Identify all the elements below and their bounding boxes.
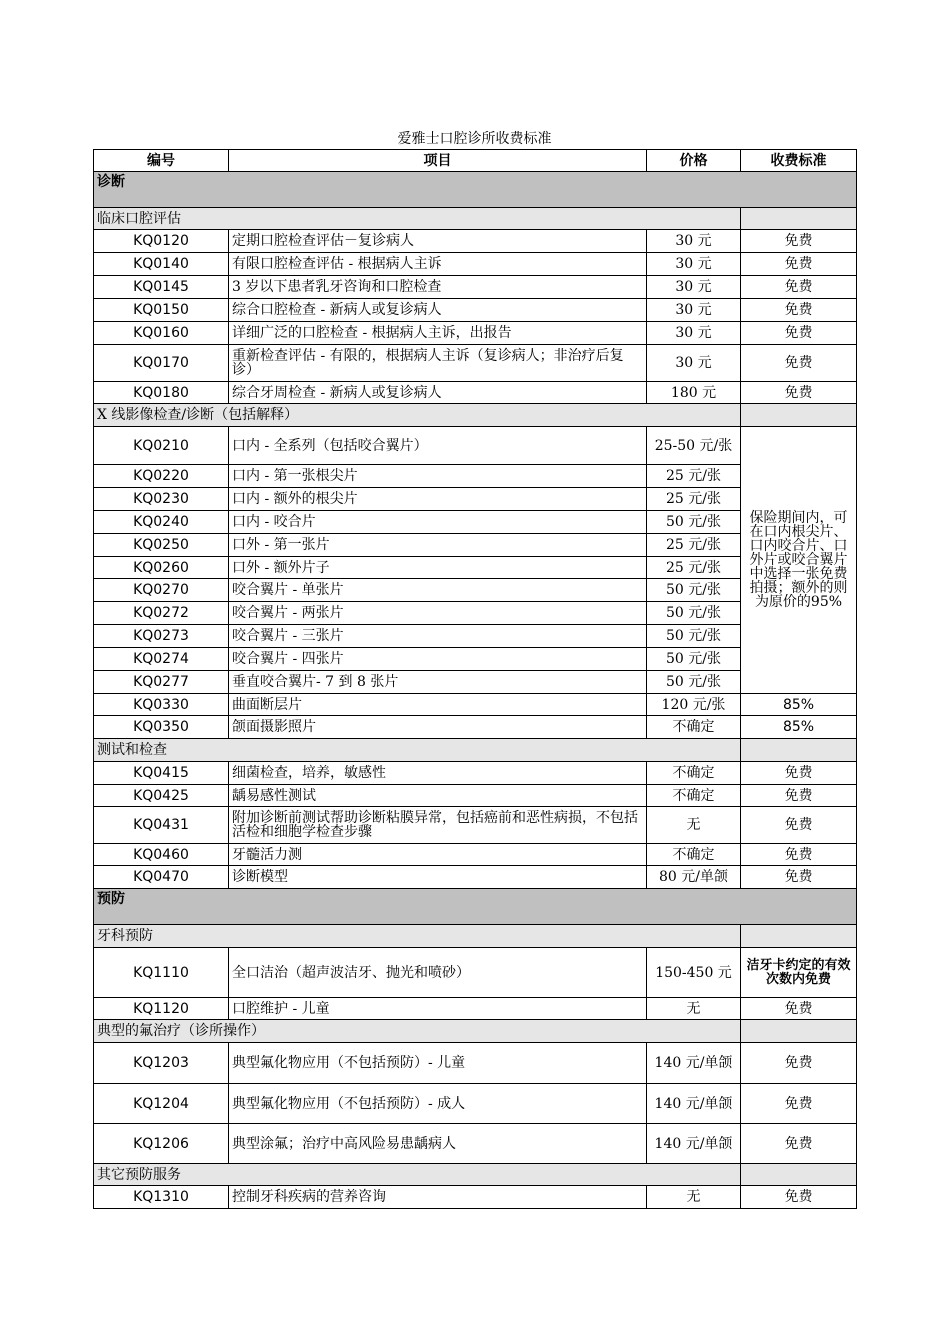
- row-code: KQ1203: [94, 1043, 229, 1084]
- header-price: 价格: [647, 150, 741, 172]
- row-item: 咬合翼片 - 两张片: [229, 602, 647, 625]
- row-price: 50 元/张: [647, 671, 741, 694]
- table-row: [94, 785, 857, 807]
- row-item: 典型氟化物应用（不包括预防）- 成人: [229, 1084, 647, 1124]
- subsection-label: 牙科预防: [94, 925, 741, 948]
- row-price: 30 元: [647, 322, 741, 345]
- row-standard: 免费: [741, 299, 857, 322]
- subsection-clinical: [94, 208, 857, 230]
- row-code: KQ0273: [94, 625, 229, 648]
- table-row: [94, 253, 857, 276]
- row-code: KQ0415: [94, 762, 229, 785]
- row-price: 无: [647, 998, 741, 1020]
- row-standard: 免费: [741, 253, 857, 276]
- row-item: 垂直咬合翼片- 7 到 8 张片: [229, 671, 647, 694]
- subsection-label: 典型的氟治疗（诊所操作）: [94, 1020, 741, 1043]
- row-code: KQ0180: [94, 382, 229, 404]
- row-item: 口内 - 第一张根尖片: [229, 465, 647, 488]
- row-price: 不确定: [647, 844, 741, 866]
- row-standard: 85%: [741, 716, 857, 739]
- row-standard: 免费: [741, 866, 857, 889]
- row-price: 不确定: [647, 762, 741, 785]
- row-item: 典型涂氟；治疗中高风险易患龋病人: [229, 1124, 647, 1164]
- row-standard: 免费: [741, 382, 857, 404]
- row-item: 重新检查评估 - 有限的，根据病人主诉（复诊病人；非治疗后复诊）: [229, 345, 647, 382]
- table-row: [94, 345, 857, 382]
- row-code: KQ0270: [94, 579, 229, 602]
- page-title: 爱雅士口腔诊所收费标准: [397, 131, 552, 147]
- row-code: KQ0220: [94, 465, 229, 488]
- row-code: KQ0145: [94, 276, 229, 299]
- row-code: KQ1120: [94, 998, 229, 1020]
- row-code: KQ1110: [94, 948, 229, 998]
- row-item: 口外 - 第一张片: [229, 534, 647, 557]
- table-row: [94, 807, 857, 844]
- row-price: 30 元: [647, 253, 741, 276]
- row-price: 140 元/单颌: [647, 1084, 741, 1124]
- section-diagnosis: [94, 172, 857, 208]
- table-row: [94, 866, 857, 889]
- table-row: [94, 299, 857, 322]
- row-item: 控制牙科疾病的营养咨询: [229, 1186, 647, 1209]
- row-item: 颌面摄影照片: [229, 716, 647, 739]
- table-row: [94, 276, 857, 299]
- table-row: [94, 322, 857, 345]
- row-price: 25 元/张: [647, 557, 741, 579]
- table-row: [94, 716, 857, 739]
- row-item: 口内 - 咬合片: [229, 511, 647, 534]
- row-standard: 免费: [741, 276, 857, 299]
- row-item: 咬合翼片 - 三张片: [229, 625, 647, 648]
- row-code: KQ0277: [94, 671, 229, 694]
- row-standard: 免费: [741, 1084, 857, 1124]
- row-code: KQ0330: [94, 694, 229, 716]
- row-item: 咬合翼片 - 单张片: [229, 579, 647, 602]
- subsection-xray: [94, 404, 857, 427]
- row-price: 120 元/张: [647, 694, 741, 716]
- row-code: KQ0150: [94, 299, 229, 322]
- table-row: [94, 844, 857, 866]
- row-price: 30 元: [647, 276, 741, 299]
- row-standard: 免费: [741, 762, 857, 785]
- row-code: KQ0350: [94, 716, 229, 739]
- subsection-label: 测试和检查: [94, 739, 741, 762]
- row-code: KQ1310: [94, 1186, 229, 1209]
- row-item: 龋易感性测试: [229, 785, 647, 807]
- row-code: KQ0210: [94, 427, 229, 465]
- row-price: 50 元/张: [647, 511, 741, 534]
- table-row: [94, 1084, 857, 1124]
- row-code: KQ1206: [94, 1124, 229, 1164]
- row-price: 50 元/张: [647, 625, 741, 648]
- subsection-other: [94, 1164, 857, 1186]
- row-code: KQ0470: [94, 866, 229, 889]
- header-code: 编号: [94, 150, 229, 172]
- section-label: 诊断: [94, 172, 857, 208]
- subsection-tests: [94, 739, 857, 762]
- row-price: 25-50 元/张: [647, 427, 741, 465]
- row-item: 诊断模型: [229, 866, 647, 889]
- subsection-label: X 线影像检查/诊断（包括解释）: [94, 404, 741, 427]
- row-price: 25 元/张: [647, 465, 741, 488]
- row-price: 无: [647, 1186, 741, 1209]
- row-code: KQ0272: [94, 602, 229, 625]
- row-item: 咬合翼片 - 四张片: [229, 648, 647, 671]
- subsection-fluoride: [94, 1020, 857, 1043]
- row-price: 不确定: [647, 785, 741, 807]
- row-item: 口外 - 额外片子: [229, 557, 647, 579]
- row-price: 180 元: [647, 382, 741, 404]
- row-item: 有限口腔检查评估 - 根据病人主诉: [229, 253, 647, 276]
- row-price: 25 元/张: [647, 534, 741, 557]
- table-row: [94, 1043, 857, 1084]
- row-standard: 免费: [741, 230, 857, 253]
- row-price: 25 元/张: [647, 488, 741, 511]
- row-code: KQ0230: [94, 488, 229, 511]
- row-standard: 免费: [741, 322, 857, 345]
- row-standard: 免费: [741, 807, 857, 844]
- row-code: KQ0260: [94, 557, 229, 579]
- row-price: 140 元/单颌: [647, 1043, 741, 1084]
- subsection-label: 临床口腔评估: [94, 208, 741, 230]
- xray-free-note: 保险期间内，可在口内根尖片、口内咬合片、口外片或咬合翼片中选择一张免费拍摄；额外的则为原价的95%: [741, 427, 857, 694]
- row-item: 定期口腔检查评估－复诊病人: [229, 230, 647, 253]
- row-item: 详细广泛的口腔检查 - 根据病人主诉，出报告: [229, 322, 647, 345]
- subsection-label: 其它预防服务: [94, 1164, 741, 1186]
- row-item: 牙髓活力测: [229, 844, 647, 866]
- row-item: 附加诊断前测试帮助诊断粘膜异常，包括癌前和恶性病损，不包括活检和细胞学检查步骤: [229, 807, 647, 844]
- row-price: 50 元/张: [647, 648, 741, 671]
- table-row: [94, 762, 857, 785]
- row-item: 综合牙周检查 - 新病人或复诊病人: [229, 382, 647, 404]
- row-item: 全口洁治（超声波洁牙、抛光和喷砂）: [229, 948, 647, 998]
- table-header-row: [94, 150, 857, 172]
- row-item: 口内 - 全系列（包括咬合翼片）: [229, 427, 647, 465]
- row-standard: 85%: [741, 694, 857, 716]
- row-standard: 免费: [741, 1186, 857, 1209]
- header-item: 项目: [229, 150, 647, 172]
- table-row: [94, 998, 857, 1020]
- row-price: 140 元/单颌: [647, 1124, 741, 1164]
- row-code: KQ0240: [94, 511, 229, 534]
- row-item: 综合口腔检查 - 新病人或复诊病人: [229, 299, 647, 322]
- section-prevention: [94, 889, 857, 925]
- row-code: KQ0120: [94, 230, 229, 253]
- section-label: 预防: [94, 889, 857, 925]
- row-price: 80 元/单颌: [647, 866, 741, 889]
- row-code: KQ0140: [94, 253, 229, 276]
- row-price: 150-450 元: [647, 948, 741, 998]
- row-standard: 洁牙卡约定的有效次数内免费: [741, 948, 857, 998]
- row-standard: 免费: [741, 1043, 857, 1084]
- row-code: KQ0274: [94, 648, 229, 671]
- table-row: [94, 1186, 857, 1209]
- row-item: 典型氟化物应用（不包括预防）- 儿童: [229, 1043, 647, 1084]
- table-row: [94, 230, 857, 253]
- row-code: KQ0431: [94, 807, 229, 844]
- row-item: 口腔维护 - 儿童: [229, 998, 647, 1020]
- row-price: 30 元: [647, 345, 741, 382]
- row-code: KQ0250: [94, 534, 229, 557]
- row-standard: 免费: [741, 345, 857, 382]
- row-price: 50 元/张: [647, 579, 741, 602]
- subsection-dental-prevention: [94, 925, 857, 948]
- row-standard: 免费: [741, 844, 857, 866]
- row-standard: 免费: [741, 998, 857, 1020]
- row-code: KQ0425: [94, 785, 229, 807]
- row-item: 3 岁以下患者乳牙咨询和口腔检查: [229, 276, 647, 299]
- fee-table: [93, 149, 857, 1209]
- row-price: 50 元/张: [647, 602, 741, 625]
- table-row: [94, 1124, 857, 1164]
- header-standard: 收费标准: [741, 150, 857, 172]
- row-code: KQ1204: [94, 1084, 229, 1124]
- row-code: KQ0170: [94, 345, 229, 382]
- row-item: 细菌检查，培养，敏感性: [229, 762, 647, 785]
- row-code: KQ0460: [94, 844, 229, 866]
- row-item: 曲面断层片: [229, 694, 647, 716]
- table-row: [94, 427, 857, 465]
- row-price: 不确定: [647, 716, 741, 739]
- table-row: [94, 382, 857, 404]
- row-standard: 免费: [741, 785, 857, 807]
- table-row: [94, 948, 857, 998]
- row-code: KQ0160: [94, 322, 229, 345]
- row-price: 无: [647, 807, 741, 844]
- row-price: 30 元: [647, 230, 741, 253]
- row-price: 30 元: [647, 299, 741, 322]
- table-row: [94, 694, 857, 716]
- row-standard: 免费: [741, 1124, 857, 1164]
- row-item: 口内 - 额外的根尖片: [229, 488, 647, 511]
